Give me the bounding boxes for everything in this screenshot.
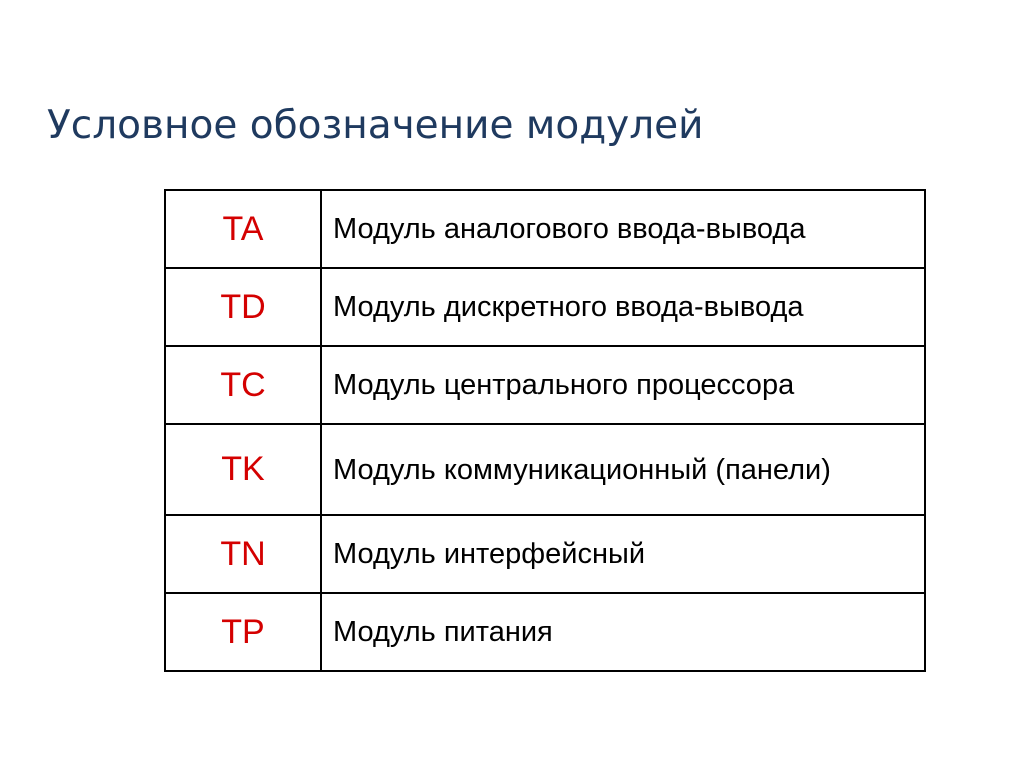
table-row bbox=[165, 190, 925, 268]
module-description: Модуль дискретного ввода-вывода bbox=[321, 268, 925, 346]
table-row bbox=[165, 268, 925, 346]
module-description: Модуль питания bbox=[321, 593, 925, 671]
slide-title: Условное обозначение модулей bbox=[47, 103, 704, 148]
module-code: TP bbox=[165, 593, 321, 671]
module-description: Модуль центрального процессора bbox=[321, 346, 925, 424]
module-code: TD bbox=[165, 268, 321, 346]
module-code: TA bbox=[165, 190, 321, 268]
module-description: Модуль аналогового ввода-вывода bbox=[321, 190, 925, 268]
modules-table bbox=[164, 189, 926, 672]
table-row bbox=[165, 593, 925, 671]
module-code: TK bbox=[165, 424, 321, 515]
module-description: Модуль коммуникационный (панели) bbox=[321, 424, 925, 515]
module-code: TN bbox=[165, 515, 321, 593]
table-row bbox=[165, 424, 925, 515]
table-row bbox=[165, 515, 925, 593]
table-row bbox=[165, 346, 925, 424]
module-code: TC bbox=[165, 346, 321, 424]
module-description: Модуль интерфейсный bbox=[321, 515, 925, 593]
